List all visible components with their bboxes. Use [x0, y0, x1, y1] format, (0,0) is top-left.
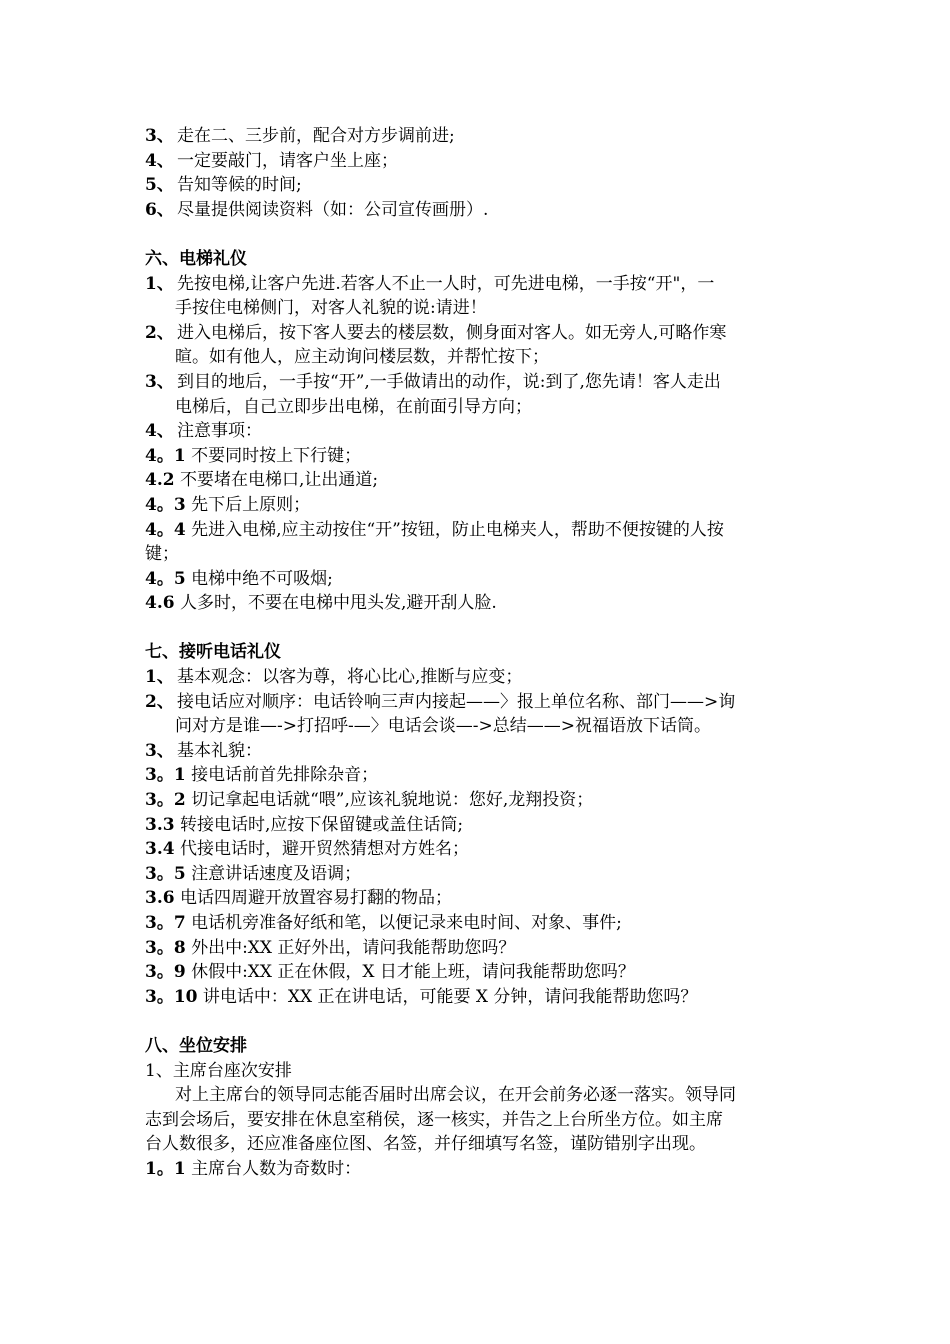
list-text: 注意事项： [177, 421, 262, 442]
sub-list-item [145, 493, 810, 518]
list-number: 2、 [145, 691, 174, 712]
paragraph-line: 对上主席台的领导同志能否届时出席会议，在开会前务必逐一落实。领导同 [175, 1085, 736, 1106]
list-text: 走在二、三步前，配合对方步调前进; [177, 126, 455, 146]
list-item [145, 665, 810, 690]
list-item [145, 198, 810, 223]
list-number: 3、 [145, 126, 174, 146]
sub-heading: 1、主席台座次安排 [145, 1060, 292, 1081]
sub-list-number: 3。5 [145, 863, 186, 884]
list-item [145, 321, 810, 346]
sub-list-text: 接电话前首先排除杂音； [185, 765, 379, 786]
sub-list-item [145, 813, 810, 838]
sub-list-item [145, 985, 810, 1010]
list-text: 先按电梯,让客户先进.若客人不止一人时，可先进电梯，一手按“开"，一 [177, 273, 715, 294]
sub-list-number: 4.6 [145, 593, 175, 614]
sub-list-number: 3。10 [145, 986, 198, 1007]
list-number: 5、 [145, 175, 174, 196]
list-text: 基本观念：以客为尊，将心比心,推断与应变； [177, 667, 523, 688]
list-number: 4、 [145, 421, 174, 442]
sub-list-number: 3。7 [145, 913, 186, 933]
sub-list-item [145, 444, 810, 469]
sub-list-item [145, 862, 810, 887]
list-item [145, 370, 810, 395]
list-number: 6、 [145, 199, 174, 220]
sub-list-number: 3。1 [145, 765, 186, 786]
list-number: 1、 [145, 273, 174, 294]
sub-list-item [145, 567, 810, 592]
list-number: 3、 [145, 371, 174, 392]
list-item [145, 173, 810, 198]
sub-list-text: 先进入电梯,应主动按住“开”按钮，防止电梯夹人，帮助不便按键的人按 [185, 519, 724, 540]
sub-list-item [145, 591, 810, 616]
list-text: 接电话应对顺序：电话铃响三声内接起——〉报上单位名称、部门——>询 [177, 691, 736, 712]
sub-list-text: 外出中:XX 正好外出，请问我能帮助您吗？ [185, 937, 516, 958]
sub-list-number: 1。1 [145, 1158, 186, 1179]
sub-list-item [145, 837, 810, 862]
sub-list-item [145, 518, 810, 543]
sub-list-item [145, 960, 810, 985]
sub-list-text: 注意讲话速度及语调； [185, 863, 362, 884]
sub-list-text: 切记拿起电话就“喂”,应该礼貌地说：您好,龙翔投资； [185, 790, 594, 811]
sub-list-item [145, 936, 810, 961]
list-item [145, 149, 810, 174]
list-text: 到目的地后，一手按“开”,一手做请出的动作，说:到了,您先请！客人走出 [177, 371, 721, 392]
paragraph-line: 志到会场后，要安排在休息室稍侯，逐一核实，并告之上台所坐方位。如主席 [145, 1109, 723, 1130]
list-text: 告知等候的时间; [177, 175, 302, 196]
sub-list-text: 电话四周避开放置容易打翻的物品； [174, 888, 452, 909]
list-text: 尽量提供阅读资料（如：公司宣传画册）. [177, 199, 489, 220]
sub-list-item [145, 763, 810, 788]
section-heading: 八、坐位安排 [145, 1035, 247, 1056]
list-item [145, 419, 810, 444]
sub-list-text: 讲电话中：XX 正在讲电话，可能要 X 分钟，请问我能帮助您吗？ [197, 986, 698, 1007]
sub-list-text: 电梯中绝不可吸烟; [185, 568, 333, 589]
sub-list-number: 4.2 [145, 470, 175, 491]
sub-list-number: 3。2 [145, 790, 186, 811]
list-text: 基本礼貌： [177, 740, 262, 761]
list-item-continuation: 电梯后，自己立即步出电梯，在前面引导方向； [175, 396, 532, 417]
sub-list-text: 先下后上原则； [185, 494, 311, 515]
list-number: 2、 [145, 322, 174, 343]
sub-list-text: 不要同时按上下行键； [185, 445, 362, 466]
sub-list-item [145, 1157, 810, 1182]
sub-list-item [145, 886, 810, 911]
sub-list-number: 4。1 [145, 445, 186, 466]
sub-list-item [145, 911, 810, 936]
paragraph-line: 台人数很多，还应准备座位图、名签，并仔细填写名签，谨防错别字出现。 [145, 1134, 706, 1155]
list-text: 进入电梯后，按下客人要去的楼层数，侧身面对客人。如无旁人,可略作寒 [177, 322, 727, 343]
sub-list-text: 主席台人数为奇数时： [185, 1158, 362, 1179]
sub-list-item [145, 788, 810, 813]
sub-list-number: 4。5 [145, 568, 186, 589]
list-text: 一定要敲门，请客户坐上座； [177, 150, 398, 171]
section-heading: 六、电梯礼仪 [145, 248, 247, 269]
list-item [145, 739, 810, 764]
sub-list-text: 转接电话时,应按下保留键或盖住话筒; [174, 814, 464, 835]
sub-list-text: 电话机旁准备好纸和笔，以便记录来电时间、对象、事件; [185, 913, 622, 933]
list-item [145, 690, 810, 715]
sub-list-number: 3.4 [145, 839, 175, 860]
list-item-continuation: 手按住电梯侧门，对客人礼貌的说:请进！ [175, 298, 487, 319]
list-number: 3、 [145, 740, 174, 761]
sub-list-number: 3。9 [145, 962, 186, 983]
sub-list-number: 4。4 [145, 519, 186, 540]
sub-list-text: 休假中:XX 正在休假，X 日才能上班，请问我能帮助您吗？ [185, 962, 635, 983]
sub-list-text: 人多时，不要在电梯中甩头发,避开刮人脸. [174, 593, 497, 614]
list-number: 4、 [145, 150, 174, 171]
section-heading: 七、接听电话礼仪 [145, 642, 281, 663]
sub-list-number: 3.6 [145, 888, 175, 909]
list-item-continuation: 暄。如有他人，应主动询问楼层数，并帮忙按下； [175, 347, 549, 368]
list-item-continuation: 问对方是谁—->打招呼-—〉电话会谈—->总结——>祝福语放下话筒。 [175, 716, 711, 737]
list-item [145, 272, 810, 297]
sub-list-item-continuation: 键； [145, 544, 179, 565]
sub-list-text: 不要堵在电梯口,让出通道; [174, 470, 379, 491]
list-number: 1、 [145, 667, 174, 688]
list-item [145, 124, 810, 149]
sub-list-item [145, 468, 810, 493]
sub-list-number: 3。8 [145, 937, 186, 958]
sub-list-text: 代接电话时，避开贸然猜想对方姓名； [174, 839, 469, 860]
sub-list-number: 3.3 [145, 814, 175, 835]
document-body [145, 124, 810, 1182]
sub-list-number: 4。3 [145, 494, 186, 515]
